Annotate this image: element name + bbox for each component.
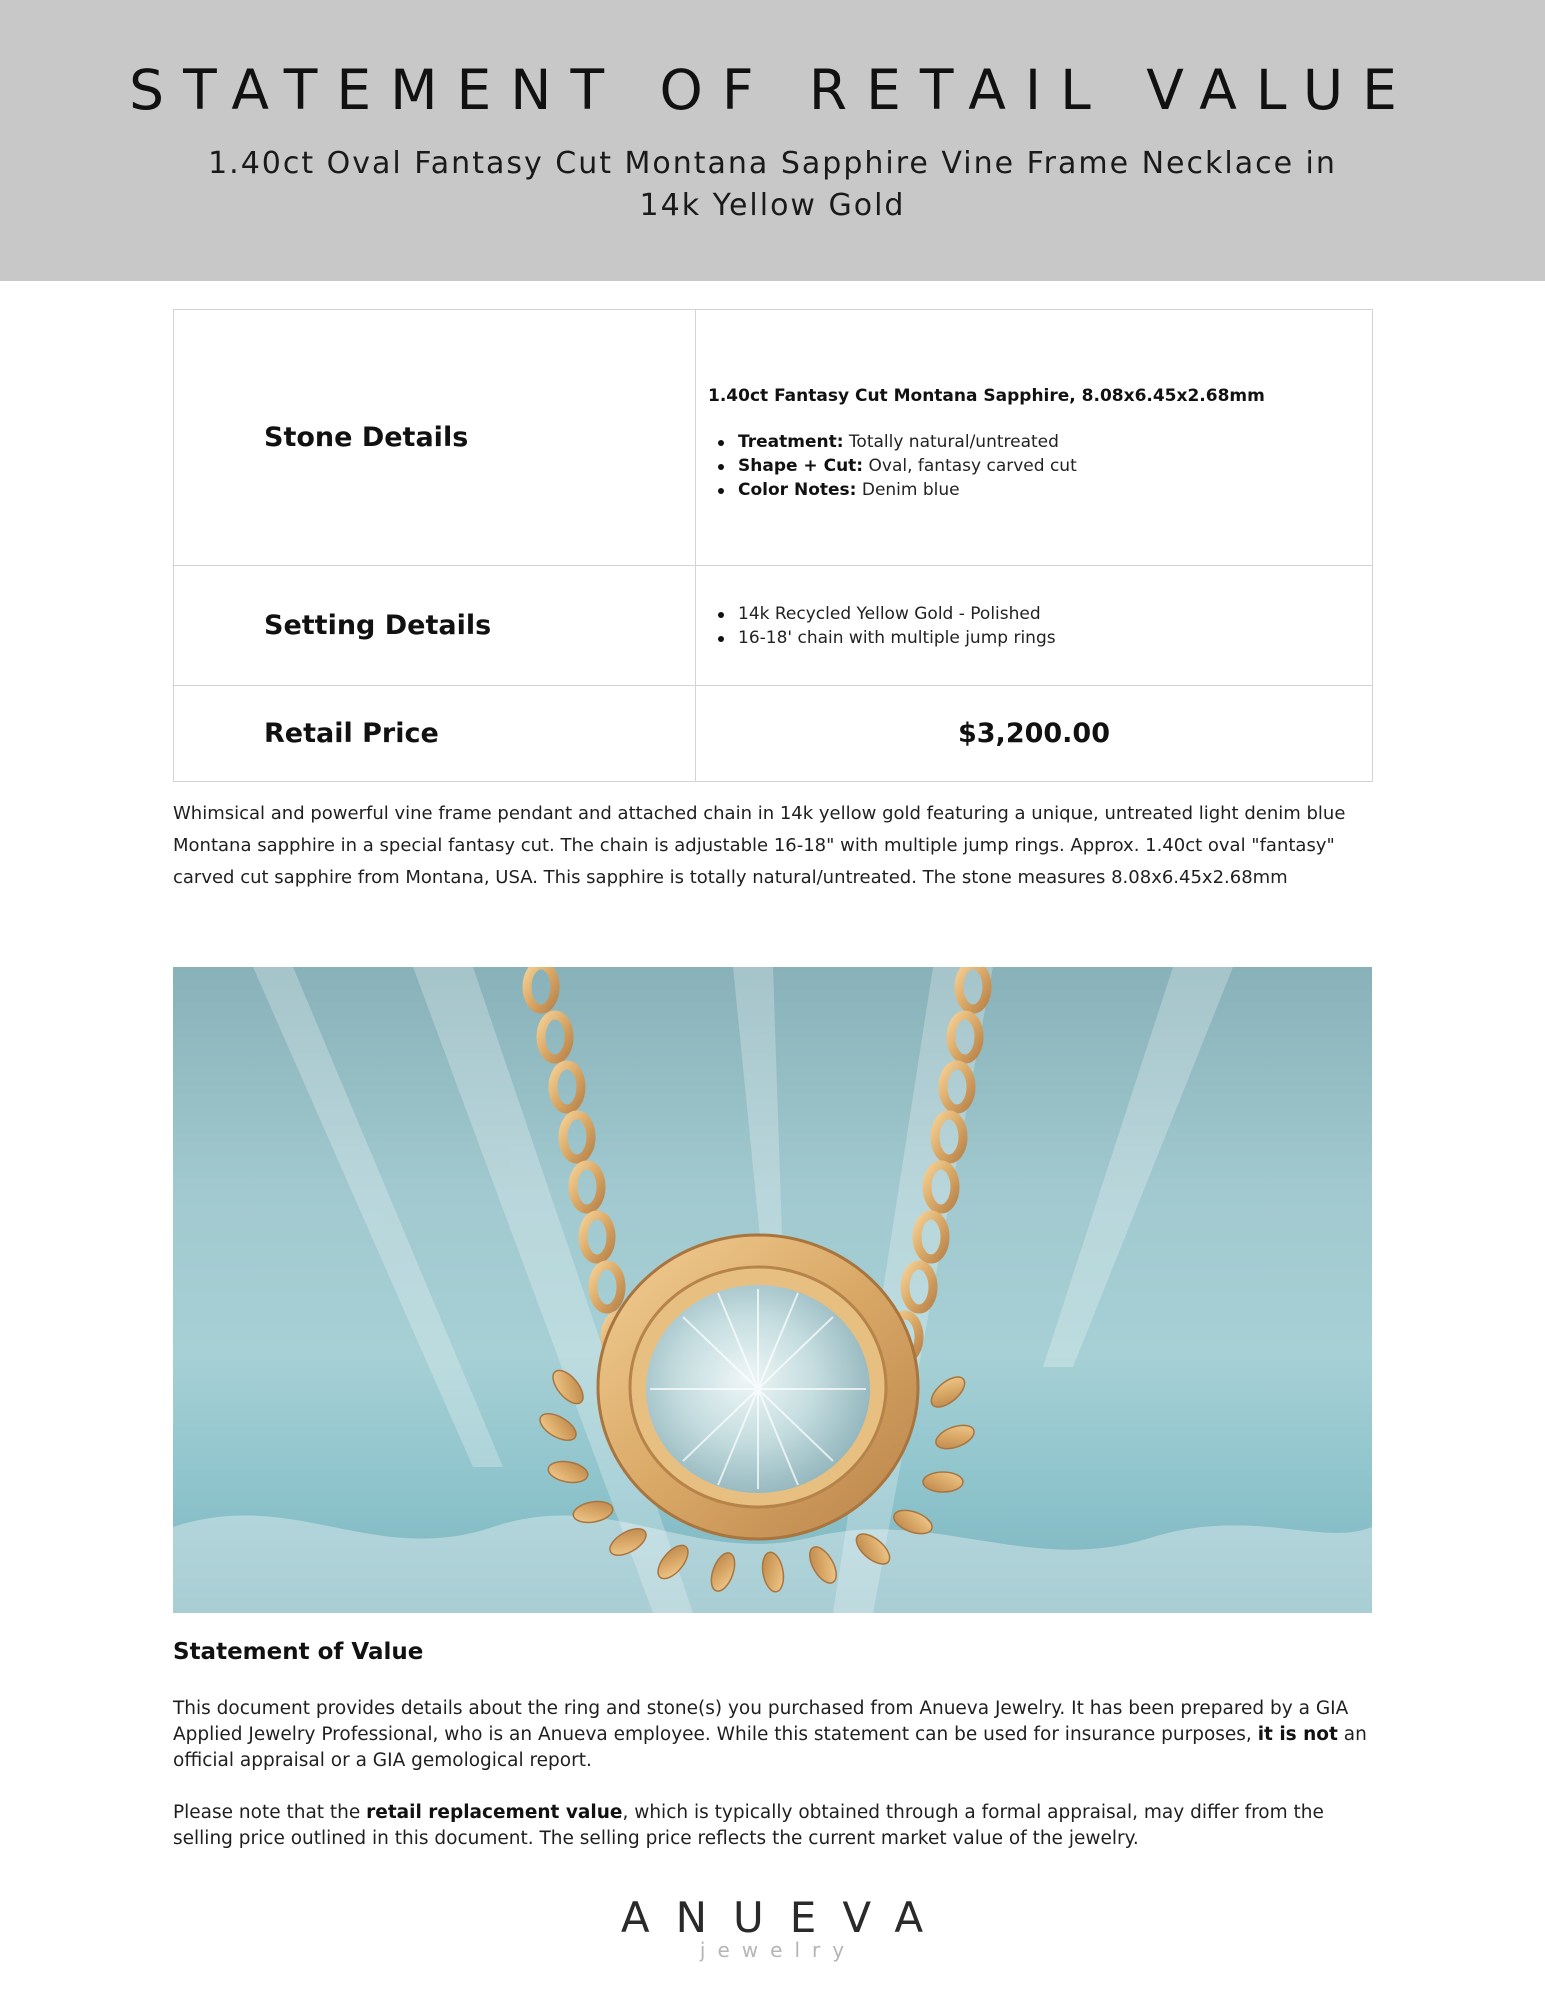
- setting-details-label: Setting Details: [264, 610, 492, 641]
- statement-text: This document provides details about the ring and stone(s) you purchased from Anueva Jewelry. It has been prepared by a GIA Applied Jewelry Professional, who is an Anueva employee. While this statement can be used for insurance purposes,: [173, 1698, 1349, 1745]
- color-notes-value: Denim blue: [856, 479, 960, 500]
- list-item: [708, 478, 1372, 502]
- statement-text: , which is typically obtained through a formal appraisal, may differ from the selling price outlined in this document. The selling price reflects the current market value of the jewelry.: [173, 1802, 1324, 1849]
- logo-tagline: jewelry: [699, 1938, 857, 1962]
- statement-text: Please note that the: [173, 1802, 367, 1823]
- document-subtitle: 1.40ct Oval Fantasy Cut Montana Sapphire Vine Frame Necklace in 14k Yellow Gold: [208, 146, 1337, 223]
- stone-heading: 1.40ct Fantasy Cut Montana Sapphire, 8.08x6.45x2.68mm: [708, 385, 1265, 406]
- color-notes-key: Color Notes:: [738, 479, 857, 500]
- setting-details-row: [174, 566, 1373, 686]
- stone-details-label-cell: [174, 310, 696, 566]
- retail-price-label-cell: [174, 686, 696, 782]
- treatment-key: Treatment:: [738, 431, 844, 452]
- header-band: [0, 0, 1545, 281]
- details-table: [173, 309, 1373, 782]
- setting-details-list: [696, 602, 1372, 650]
- shape-cut-key: Shape + Cut:: [738, 455, 864, 476]
- statement-of-value-heading: Statement of Value: [173, 1639, 424, 1665]
- retail-price-row: [174, 686, 1373, 782]
- stone-details-value-cell: [696, 310, 1373, 566]
- statement-text: an official appraisal or a GIA gemological report.: [173, 1724, 1367, 1771]
- list-item: [708, 430, 1372, 454]
- shape-cut-value: Oval, fantasy carved cut: [863, 455, 1077, 476]
- stone-details-list: [696, 430, 1372, 502]
- statement-paragraph-2: [173, 1800, 1373, 1852]
- product-description: Whimsical and powerful vine frame pendant and attached chain in 14k yellow gold featuring a unique, untreated light denim blue Montana sapphire in a special fantasy cut. The chain is adjustable 16-18" with multiple jump rings. Approx. 1.40ct oval "fantasy" carved cut sapphire from Montana, USA. This sapphire is totally natural/untreated. The stone measures 8.08x6.45x2.68mm: [173, 803, 1346, 888]
- product-photo: [173, 967, 1372, 1613]
- logo-wordmark: ANUEVA: [620, 1893, 950, 1942]
- treatment-value: Totally natural/untreated: [843, 431, 1059, 452]
- anueva-logo: [572, 1893, 972, 1962]
- statement-emphasis: it is not: [1257, 1724, 1338, 1745]
- document-title: STATEMENT OF RETAIL VALUE: [129, 58, 1416, 122]
- stone-details-label: Stone Details: [264, 422, 469, 453]
- setting-details-value-cell: [696, 566, 1373, 686]
- list-item: 16-18' chain with multiple jump rings: [708, 626, 1372, 650]
- list-item: [708, 454, 1372, 478]
- list-item: 14k Recycled Yellow Gold - Polished: [708, 602, 1372, 626]
- retail-price-label: Retail Price: [264, 718, 439, 749]
- statement-paragraph-1: [173, 1696, 1373, 1774]
- statement-emphasis: retail replacement value: [366, 1802, 623, 1823]
- retail-price-value: $3,200.00: [696, 686, 1373, 782]
- stone-details-row: [174, 310, 1373, 566]
- setting-details-label-cell: [174, 566, 696, 686]
